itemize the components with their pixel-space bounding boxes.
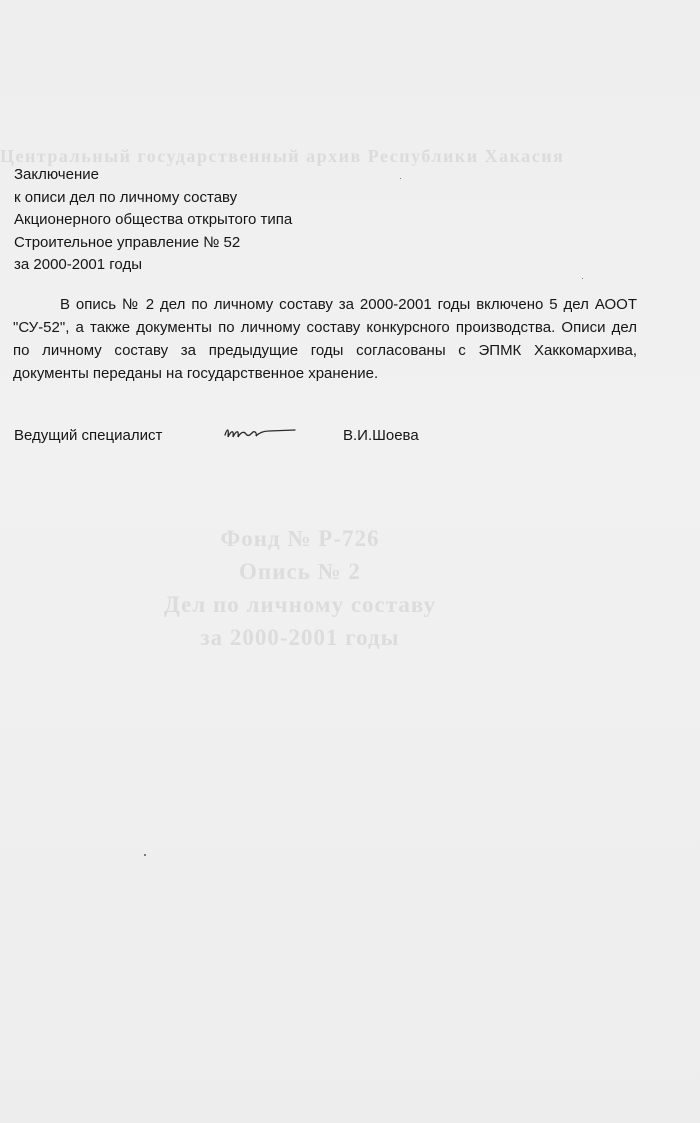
- show-through-title-block: [0, 522, 600, 654]
- heading-line-2: к описи дел по личному составу: [14, 188, 238, 206]
- show-through-fond: Фонд № Р-726: [220, 526, 380, 551]
- heading-line-4: Строительное управление № 52: [14, 233, 241, 251]
- paper-speck: [400, 178, 401, 179]
- signer-name: В.И.Шоева: [343, 427, 419, 444]
- signer-role: Ведущий специалист: [14, 427, 163, 444]
- show-through-archive-title: Центральный государственный архив Республики Хакасия: [0, 146, 565, 166]
- document-heading: [14, 164, 292, 277]
- heading-title: Заключение: [14, 166, 99, 183]
- heading-years: за 2000-2001 годы: [14, 256, 142, 273]
- signature-row: [14, 425, 614, 451]
- paper-speck: [582, 278, 583, 279]
- handwritten-signature: [219, 419, 299, 449]
- heading-line-3: Акционерного общества открытого типа: [14, 211, 293, 228]
- show-through-opis: Опись № 2: [239, 559, 361, 584]
- paper-speck: [144, 854, 146, 856]
- body-paragraph-text: В опись № 2 дел по личному составу за 2000-2001 годы включено 5 дел АООТ "СУ-52", а также документы по личному составу конкурсного производства. Описи дел по личному составу за предыдущие годы согласованы с ЭПМК Хаккомархива, документы переданы на государственное хранение.: [13, 296, 637, 382]
- body-paragraph: [13, 293, 637, 385]
- show-through-years: за 2000-2001 годы: [200, 625, 400, 650]
- show-through-dela: Дел по личному составу: [164, 592, 436, 617]
